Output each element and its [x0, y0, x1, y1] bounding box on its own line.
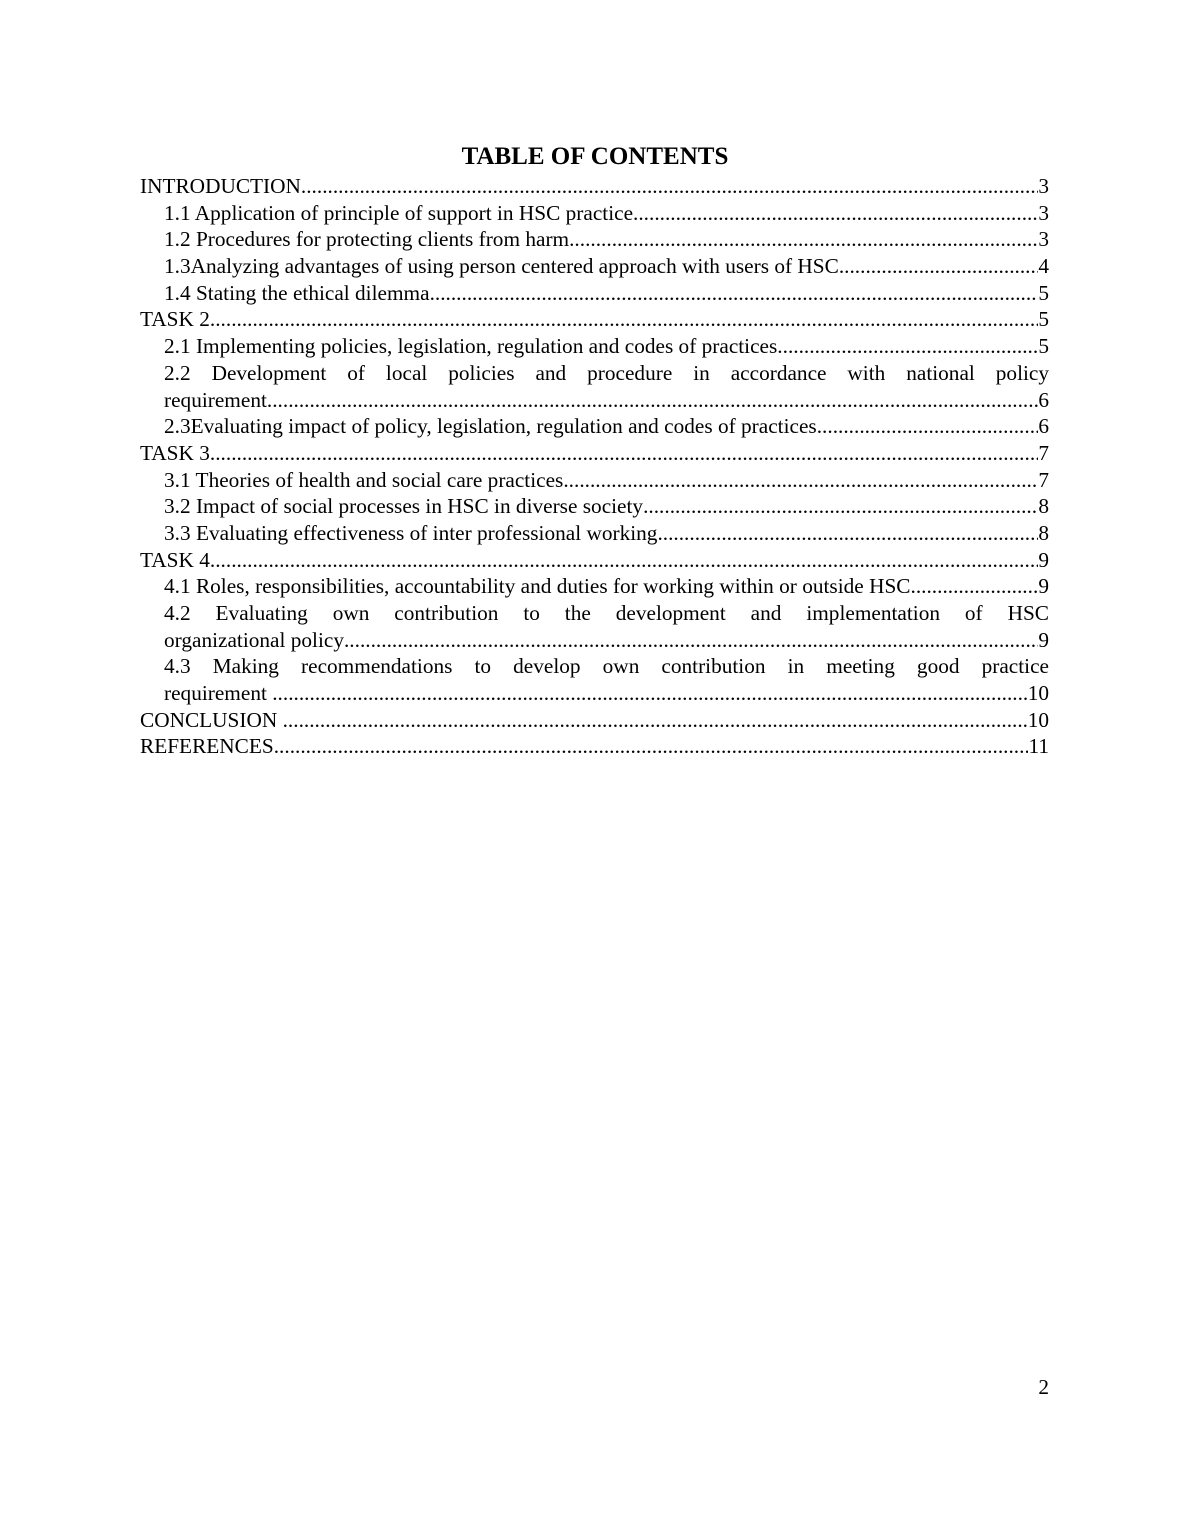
toc-entry-label: 1.1 Application of principle of support in HSC practice [164, 200, 634, 225]
toc-entry-label: CONCLUSION [140, 707, 283, 732]
toc-entry-2-1[interactable] [140, 333, 1049, 360]
toc-entry-page: 7 [1038, 467, 1049, 492]
toc-entry-page: 5 [1038, 280, 1049, 305]
dot-leader [657, 520, 1038, 547]
toc-entry-4-2[interactable] [140, 600, 1049, 653]
toc-entry-2-3[interactable] [140, 413, 1049, 440]
toc-entry-introduction[interactable] [140, 173, 1049, 200]
toc-entry-page: 9 [1038, 574, 1049, 599]
toc-entry-1-2[interactable] [140, 226, 1049, 253]
toc-entry-label: TASK 3 [140, 440, 210, 465]
toc-entry-4-1[interactable] [140, 573, 1049, 600]
toc-entry-page: 6 [1038, 414, 1049, 439]
dot-leader [430, 280, 1039, 307]
toc-entry-1-1[interactable] [140, 200, 1049, 227]
toc-entry-page: 9 [1038, 627, 1049, 652]
toc-entry-references[interactable] [140, 733, 1049, 760]
dot-leader [633, 200, 1038, 227]
toc-entry-task-4[interactable] [140, 547, 1049, 574]
dot-leader [344, 627, 1038, 654]
toc-entry-page: 5 [1038, 307, 1049, 332]
dot-leader [301, 173, 1038, 200]
toc-entry-label: 1.4 Stating the ethical dilemma [164, 280, 430, 305]
toc-entry-page: 3 [1038, 174, 1049, 198]
toc-entry-conclusion[interactable] [140, 707, 1049, 734]
toc-entry-3-1[interactable] [140, 467, 1049, 494]
toc-entry-label: 3.3 Evaluating effectiveness of inter professional working [164, 520, 658, 545]
toc-entry-label-line2: requirement [164, 681, 273, 706]
toc-entry-label: 2.3Evaluating impact of policy, legislation, regulation and codes of practices [164, 414, 817, 439]
dot-leader [643, 493, 1038, 520]
toc-entry-label: TASK 4 [140, 547, 210, 572]
toc-entry-4-3[interactable] [140, 653, 1049, 706]
toc-title: TABLE OF CONTENTS [461, 143, 729, 170]
toc-entry-label: 1.2 Procedures for protecting clients from harm [164, 227, 570, 252]
toc-entry-page: 10 [1027, 681, 1049, 706]
toc-entry-page: 3 [1038, 227, 1049, 252]
toc-entry-label-line1: 4.2 Evaluating own contribution to the development and implementation of HSC [164, 601, 1049, 625]
toc-entry-task-3[interactable] [140, 440, 1049, 467]
toc-entry-3-2[interactable] [140, 493, 1049, 520]
toc-entry-1-3[interactable] [140, 253, 1049, 280]
dot-leader [563, 467, 1038, 494]
toc-entry-label: INTRODUCTION [140, 174, 301, 198]
toc-entry-page: 3 [1038, 200, 1049, 225]
dot-leader [569, 226, 1038, 253]
dot-leader [210, 306, 1038, 333]
dot-leader [777, 333, 1038, 360]
toc-entry-label-line1: 4.3 Making recommendations to develop own contribution in meeting good practice [164, 654, 1049, 679]
dot-leader [817, 413, 1039, 440]
toc-entry-task-2[interactable] [140, 306, 1049, 333]
dot-leader [911, 573, 1039, 600]
toc-entry-page: 9 [1038, 547, 1049, 572]
toc-entry-page: 8 [1038, 520, 1049, 545]
table-of-contents [140, 173, 1049, 760]
dot-leader [272, 680, 1027, 707]
toc-entry-label: 2.1 Implementing policies, legislation, regulation and codes of practices [164, 334, 778, 359]
dot-leader [283, 707, 1028, 734]
dot-leader [839, 253, 1039, 280]
toc-entry-label: 3.2 Impact of social processes in HSC in diverse society [164, 494, 644, 519]
toc-entry-page: 4 [1038, 254, 1049, 279]
toc-entry-label-line1: 2.2 Development of local policies and procedure in accordance with national policy [164, 360, 1049, 385]
toc-entry-2-2[interactable] [140, 360, 1049, 413]
dot-leader [274, 733, 1029, 760]
toc-entry-label: 4.1 Roles, responsibilities, accountability and duties for working within or outside HSC [164, 574, 911, 599]
dot-leader [267, 387, 1038, 414]
dot-leader [210, 547, 1038, 574]
toc-entry-label: REFERENCES [140, 734, 274, 759]
dot-leader [210, 440, 1038, 467]
toc-entry-page: 11 [1028, 734, 1049, 759]
toc-entry-page: 6 [1038, 387, 1049, 412]
toc-entry-3-3[interactable] [140, 520, 1049, 547]
toc-entry-label: 3.1 Theories of health and social care practices [164, 467, 564, 492]
toc-entry-page: 10 [1027, 707, 1049, 732]
toc-entry-page: 5 [1038, 334, 1049, 359]
toc-entry-1-4[interactable] [140, 280, 1049, 307]
toc-entry-label: TASK 2 [140, 307, 210, 332]
toc-entry-label-line2: requirement [164, 387, 267, 412]
page-number: 2 [1038, 1375, 1049, 1399]
toc-entry-page: 8 [1038, 494, 1049, 519]
toc-entry-label-line2: organizational policy [164, 627, 344, 652]
toc-entry-page: 7 [1038, 440, 1049, 465]
toc-entry-label: 1.3Analyzing advantages of using person centered approach with users of HSC [164, 254, 839, 279]
